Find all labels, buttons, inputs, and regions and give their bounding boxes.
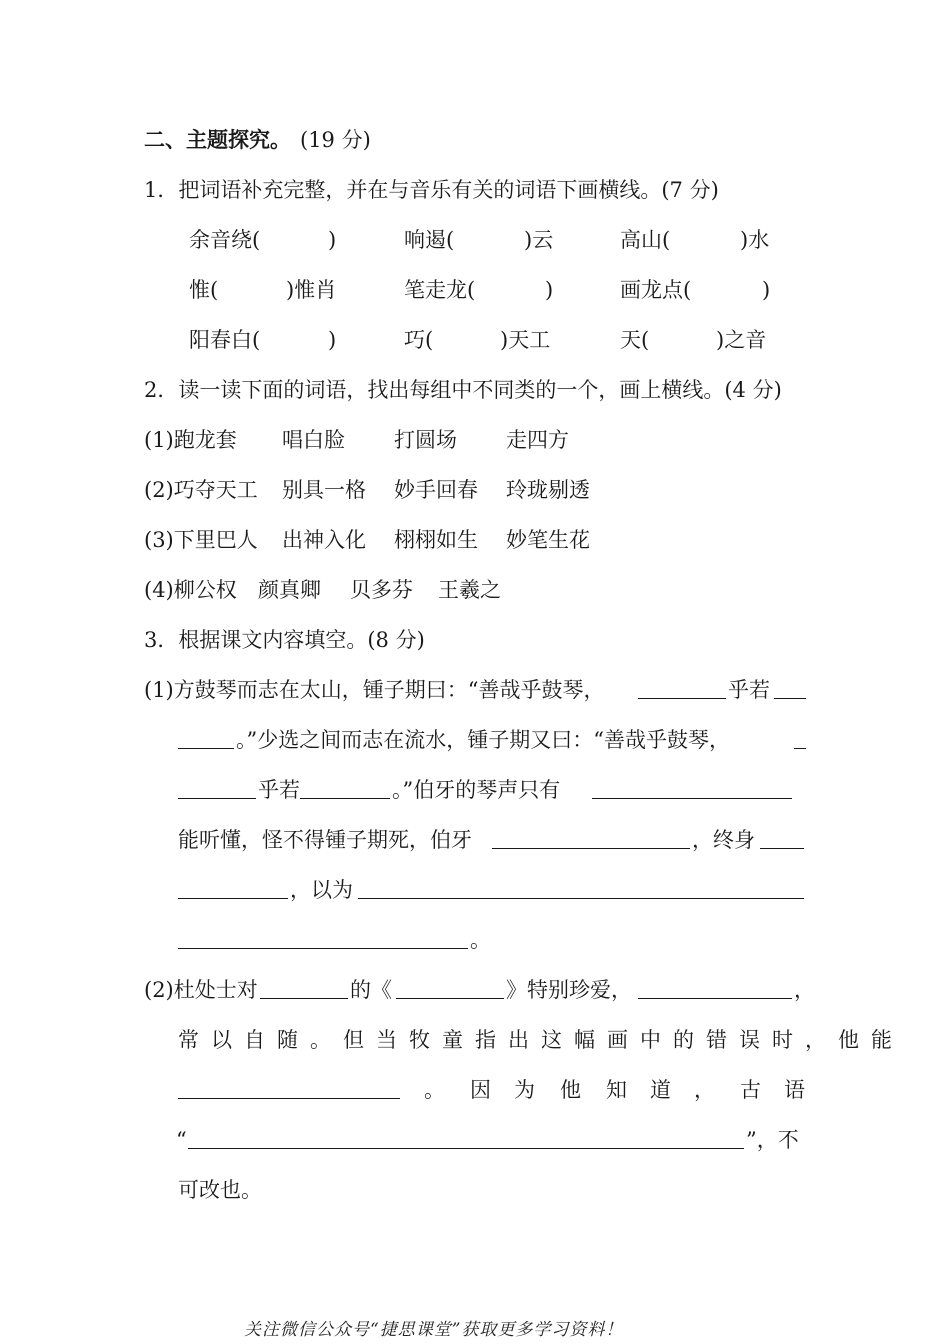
passage-text: 古: [740, 1078, 761, 1102]
passage-text: (2)杜处士对: [144, 978, 258, 1002]
word-item: 别具一格: [282, 478, 366, 502]
answer-blank[interactable]: [492, 822, 690, 858]
q3-p1-line-2: [0, 722, 950, 758]
q2-group-4: [0, 572, 950, 608]
q3-p1-line-6: [0, 922, 950, 958]
idiom-fill-open: 笔走龙(: [404, 278, 476, 302]
passage-text: ，终身: [692, 828, 755, 852]
q2-group-1: [0, 422, 950, 458]
answer-blank[interactable]: [178, 1072, 400, 1108]
passage-text: 。”伯牙的琴声只有: [392, 778, 561, 802]
passage-text: 的《: [350, 978, 392, 1002]
idiom-fill-close: )惟肖: [286, 278, 337, 302]
passage-text: 乎若: [728, 678, 770, 702]
passage-text: 为: [514, 1078, 535, 1102]
idiom-fill-open: 响遏(: [404, 228, 455, 252]
passage-text: 常以自随。但当牧童指出这幅画中的错误时，他能: [178, 1028, 904, 1052]
answer-blank[interactable]: [638, 672, 726, 708]
passage-text: 。: [470, 928, 491, 952]
word-item: 贝多芬: [350, 578, 413, 602]
answer-blank[interactable]: [260, 972, 348, 1008]
q3-p2-line-3: [0, 1072, 950, 1108]
answer-blank[interactable]: [396, 972, 504, 1008]
passage-text: ，: [694, 1078, 715, 1102]
passage-text: 语: [784, 1078, 805, 1102]
q3-p2-line-2: [0, 1022, 950, 1058]
idiom-fill-close: ): [762, 278, 771, 302]
question-3: [0, 622, 950, 658]
passage-text: 。”少选之间而志在流水，锺子期又曰：“善哉乎鼓琴，: [236, 728, 730, 752]
idiom-fill-close: )云: [524, 228, 554, 252]
answer-blank[interactable]: [178, 922, 468, 958]
word-item: 颜真卿: [258, 578, 321, 602]
q3-p2-line-5: [0, 1172, 950, 1208]
q2-group-2: [0, 472, 950, 508]
word-item: 唱白脸: [282, 428, 345, 452]
idiom-fill-close: ): [328, 228, 337, 252]
passage-text: 知: [606, 1078, 627, 1102]
idiom-fill-close: )水: [740, 228, 770, 252]
passage-text: 》特别珍爱，: [506, 978, 632, 1002]
passage-text: 能听懂，怪不得锺子期死，伯牙: [178, 828, 472, 852]
idiom-fill-close: ): [328, 328, 337, 352]
passage-text: 。: [424, 1078, 445, 1102]
word-item: 走四方: [506, 428, 569, 452]
passage-text: “: [176, 1128, 187, 1152]
footer-notice: 关注微信公众号“捷思课堂”获取更多学习资料！: [244, 1320, 624, 1340]
idiom-fill-open: 画龙点(: [620, 278, 692, 302]
word-item: 妙手回春: [394, 478, 478, 502]
idiom-fill-open: 余音绕(: [189, 228, 261, 252]
word-item: 栩栩如生: [394, 528, 478, 552]
q3-p2-line-4: [0, 1122, 950, 1158]
idiom-fill-open: 天(: [620, 328, 650, 352]
q3-p1-line-4: [0, 822, 950, 858]
question-2-stem: 2．读一读下面的词语，找出每组中不同类的一个，画上横线。(4 分): [144, 378, 782, 402]
answer-blank[interactable]: [774, 672, 806, 708]
q3-p1-line-5: [0, 872, 950, 908]
idiom-fill-open: 惟(: [189, 278, 219, 302]
answer-blank[interactable]: [300, 772, 390, 808]
word-item: (4)柳公权: [144, 578, 237, 602]
passage-text: 道: [650, 1078, 671, 1102]
answer-blank[interactable]: [760, 822, 804, 858]
question-2: [0, 372, 950, 408]
idiom-fill-open: 巧(: [404, 328, 434, 352]
passage-text: 他: [560, 1078, 581, 1102]
answer-blank[interactable]: [178, 872, 288, 908]
idiom-fill-open: 高山(: [620, 228, 671, 252]
idiom-fill-close: )天工: [500, 328, 551, 352]
q1-row-1: [0, 222, 950, 258]
question-3-stem: 3．根据课文内容填空。(8 分): [144, 628, 425, 652]
word-item: 玲珑剔透: [506, 478, 590, 502]
passage-text: ”，不: [746, 1128, 799, 1152]
word-item: 打圆场: [394, 428, 457, 452]
passage-text: ，以为: [290, 878, 353, 902]
word-item: 出神入化: [282, 528, 366, 552]
passage-text: 可改也。: [178, 1178, 262, 1202]
word-item: (3)下里巴人: [144, 528, 258, 552]
idiom-fill-open: 阳春白(: [189, 328, 261, 352]
answer-blank[interactable]: [592, 772, 792, 808]
passage-text: (1)方鼓琴而志在太山，锺子期曰：“善哉乎鼓琴，: [144, 678, 605, 702]
q3-p1-line-3: [0, 772, 950, 808]
passage-text: ，: [794, 978, 815, 1002]
passage-text: 因: [470, 1078, 491, 1102]
section-title: 二、主题探究。: [144, 128, 291, 152]
word-item: (1)跑龙套: [144, 428, 237, 452]
word-item: (2)巧夺天工: [144, 478, 258, 502]
q2-group-3: [0, 522, 950, 558]
answer-blank[interactable]: [188, 1122, 744, 1158]
q1-row-2: [0, 272, 950, 308]
idiom-fill-close: ): [545, 278, 554, 302]
word-item: 妙笔生花: [506, 528, 590, 552]
q3-p2-line-1: [0, 972, 950, 1008]
word-item: 王羲之: [438, 578, 501, 602]
question-1-stem: 1．把词语补充完整，并在与音乐有关的词语下画横线。(7 分): [144, 178, 719, 202]
q1-row-3: [0, 322, 950, 358]
section-heading: [0, 122, 950, 158]
answer-blank[interactable]: [178, 722, 234, 758]
passage-text: 乎若: [258, 778, 300, 802]
answer-blank[interactable]: [358, 872, 804, 908]
answer-blank[interactable]: [638, 972, 792, 1008]
q3-p1-line-1: [0, 672, 950, 708]
section-score: (19 分): [300, 128, 371, 152]
answer-blank[interactable]: [178, 772, 256, 808]
question-1: [0, 172, 950, 208]
answer-blank[interactable]: [794, 722, 806, 758]
idiom-fill-close: )之音: [716, 328, 767, 352]
